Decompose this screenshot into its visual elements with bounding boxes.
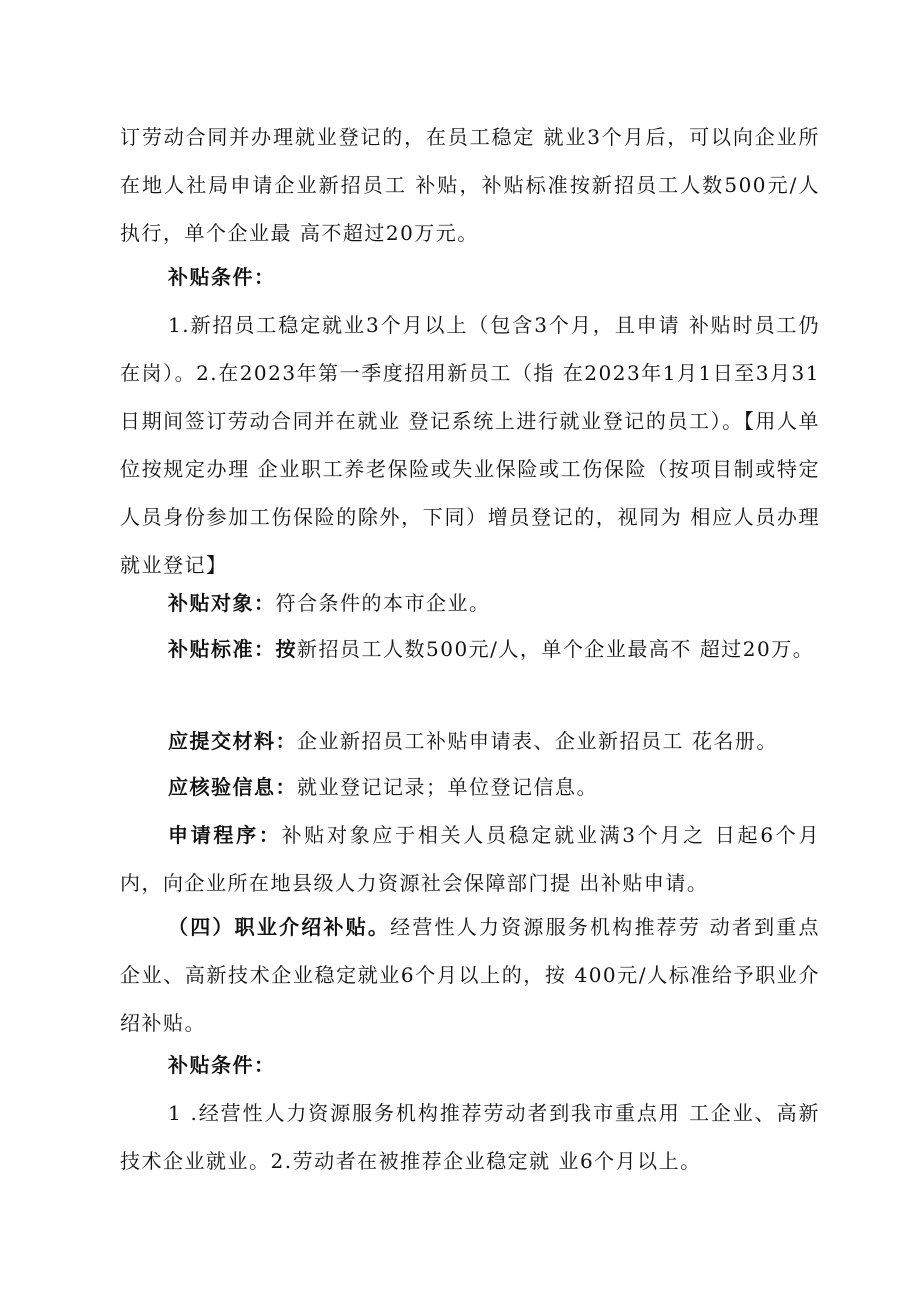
paragraph-verification-info: [120, 763, 820, 811]
paragraph-subsidy-target: [120, 579, 820, 627]
verification-label: 应核验信息：: [168, 775, 297, 799]
subsidy-standard-label-lead: 按: [275, 637, 297, 661]
materials-label: 应提交材料：: [168, 729, 297, 753]
heading-subsidy-conditions: 补贴条件：: [168, 265, 276, 289]
paragraph-section-four: [120, 903, 820, 1047]
subsidy-target-text: 符合条件的本市企业。: [275, 591, 491, 615]
paragraph-required-materials: [120, 717, 820, 765]
subsidy-standard-text: 新招员工人数500元/人，单个企业最高不 超过20万。: [297, 637, 815, 661]
paragraph-subsidy-conditions-list-2: 1 .经营性人力资源服务机构推荐劳动者到我市重点用 工企业、高新技术企业就业。2.劳动者在被推荐企业稳定就 业6个月以上。: [120, 1101, 820, 1173]
procedure-label: 申请程序：: [168, 823, 282, 847]
paragraph-new-employee-subsidy-intro: 订劳动合同并办理就业登记的，在员工稳定 就业3个月后，可以向企业所在地人社局申请企业新招员工 补贴，补贴标准按新招员工人数500元/人执行，单个企业最 高不超过20万元。: [120, 125, 820, 245]
materials-text: 企业新招员工补贴申请表、企业新招员工 花名册。: [297, 729, 778, 753]
subsidy-standard-label: 补贴标准：: [168, 637, 276, 661]
heading-subsidy-conditions-2: 补贴条件：: [168, 1053, 276, 1077]
section-four-text: 经营性人力资源服务机构推荐劳 动者到重点企业、高新技术企业稳定就业6个月以上的，按 400元/人标准给予职业介绍补贴。: [120, 915, 821, 1035]
verification-text: 就业登记记录；单位登记信息。: [297, 775, 598, 799]
section-four-label: （四）职业介绍补贴。: [168, 915, 391, 939]
paragraph-subsidy-standard: [120, 625, 820, 673]
paragraph-application-procedure: [120, 811, 820, 907]
paragraph-subsidy-conditions-list: 1.新招员工稳定就业3个月以上（包含3个月，且申请 补贴时员工仍在岗）。2.在2023年第一季度招用新员工（指 在2023年1月1日至3月31日期间签订劳动合同并在就业 登记系统上进行就业登记的员工）。【用人单位按规定办理 企业职工养老保险或失业保险或工伤保险（按项目制或特定 人员身份参加工伤保险的除外，下同）增员登记的，视同为 相应人员办理就业登记】: [120, 313, 820, 577]
procedure-text: 补贴对象应于相关人员稳定就业满3个月之 日起6个月内，向企业所在地县级人力资源社会保障部门提 出补贴申请。: [120, 823, 821, 895]
subsidy-target-label: 补贴对象：: [168, 591, 276, 615]
